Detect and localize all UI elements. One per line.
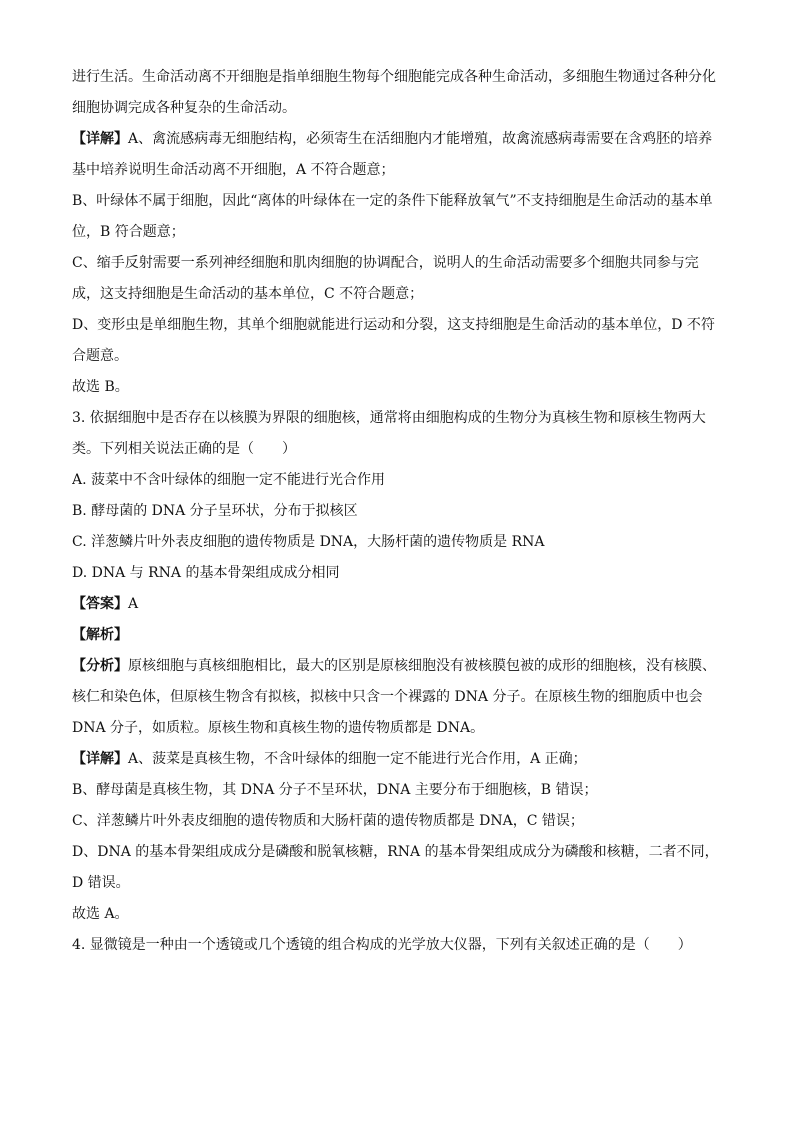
text-line: B、叶绿体不属于细胞，因此“离体的叶绿体在一定的条件下能释放氧气”不支持细胞是生命活动的基本单 bbox=[72, 193, 713, 209]
text-line: 进行生活。生命活动离不开细胞是指单细胞生物每个细胞能完成各种生命活动，多细胞生物通过各种分化 bbox=[72, 69, 716, 85]
text-line: D、变形虫是单细胞生物，其单个细胞就能进行运动和分裂，这支持细胞是生命活动的基本单位，D 不符 bbox=[72, 317, 715, 333]
text-line: 细胞协调完成各种复杂的生命活动。 bbox=[72, 100, 296, 116]
text-line: C、缩手反射需要一系列神经细胞和肌肉细胞的协调配合，说明人的生命活动需要多个细胞共同参与完 bbox=[72, 255, 699, 271]
text-line: B、酵母菌是真核生物，其 DNA 分子不呈环状，DNA 主要分布于细胞核，B 错误； bbox=[72, 782, 598, 798]
text-line: D、DNA 的基本骨架组成成分是磷酸和脱氧核糖，RNA 的基本骨架组成成分为磷酸和核糖，二者不同， bbox=[72, 844, 719, 860]
text-line: 【详解】A、菠菜是真核生物，不含叶绿体的细胞一定不能进行光合作用，A 正确； bbox=[72, 751, 587, 767]
text-line: 合题意。 bbox=[72, 348, 128, 364]
analysis-line bbox=[72, 620, 724, 651]
text-line: D 错误。 bbox=[72, 875, 130, 891]
text-line: 【分析】原核细胞与真核细胞相比，最大的区别是原核细胞没有被核膜包被的成形的细胞核，没有核膜、 bbox=[72, 658, 716, 674]
question-line: 4. 显微镜是一种由一个透镜或几个透镜的组合构成的光学放大仪器，下列有关叙述正确的是（ ） bbox=[72, 937, 692, 953]
fenxi-tag: 【分析】 bbox=[72, 658, 128, 674]
choice-line: 故选 B。 bbox=[72, 379, 129, 395]
text-line: C、洋葱鳞片叶外表皮细胞的遗传物质和大肠杆菌的遗传物质都是 DNA，C 错误； bbox=[72, 813, 584, 829]
text-line: 核仁和染色体，但原核生物含有拟核，拟核中只含一个裸露的 DNA 分子。在原核生物的细胞质中也会 bbox=[72, 689, 703, 705]
detail-tag: 【详解】 bbox=[72, 751, 128, 767]
option-line: C. 洋葱鳞片叶外表皮细胞的遗传物质是 DNA，大肠杆菌的遗传物质是 RNA bbox=[72, 534, 545, 550]
detail-tag: 【详解】 bbox=[72, 131, 128, 147]
text-line: 基中培养说明生命活动离不开细胞，A 不符合题意； bbox=[72, 162, 395, 178]
option-line: B. 酵母菌的 DNA 分子呈环状，分布于拟核区 bbox=[72, 503, 358, 519]
answer-tag: 【答案】 bbox=[72, 596, 128, 612]
document-page bbox=[72, 62, 724, 961]
text-line: DNA 分子，如质粒。原核生物和真核生物的遗传物质都是 DNA。 bbox=[72, 720, 485, 736]
option-line: A. 菠菜中不含叶绿体的细胞一定不能进行光合作用 bbox=[72, 472, 386, 488]
question-line: 3. 依据细胞中是否存在以核膜为界限的细胞核，通常将由细胞构成的生物分为真核生物和原核生物两大 bbox=[72, 410, 706, 426]
option-line: D. DNA 与 RNA 的基本骨架组成成分相同 bbox=[72, 565, 340, 581]
analysis-tag: 【解析】 bbox=[72, 627, 128, 643]
text-line: 成，这支持细胞是生命活动的基本单位，C 不符合题意； bbox=[72, 286, 424, 302]
answer-line: 【答案】A bbox=[72, 596, 139, 612]
text-line: 位，B 符合题意； bbox=[72, 224, 185, 240]
detail-heading-line: 【详解】A、禽流感病毒无细胞结构，必须寄生在活细胞内才能增殖，故禽流感病毒需要在含鸡胚的培养 bbox=[72, 131, 713, 147]
choice-line: 故选 A。 bbox=[72, 906, 129, 922]
question-line: 类。下列相关说法正确的是（ ） bbox=[72, 441, 296, 457]
